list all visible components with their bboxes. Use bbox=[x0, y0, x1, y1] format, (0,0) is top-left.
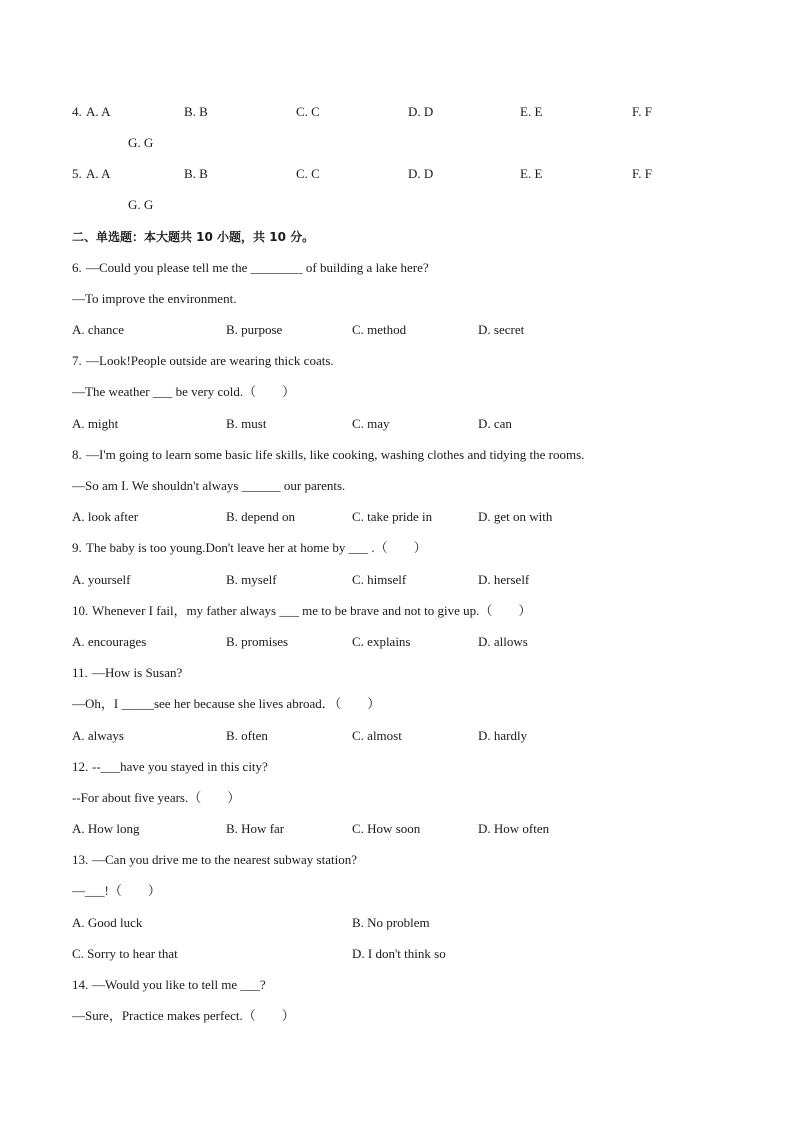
question-line: --___have you stayed in this city? bbox=[92, 759, 268, 774]
option-d: D. How often bbox=[478, 821, 550, 836]
question-line: —Can you drive me to the nearest subway station? bbox=[92, 852, 357, 867]
option-c: C. C bbox=[296, 166, 320, 181]
question-line: Whenever I fail，my father always ___ me to be brave and not to give up.（ ） bbox=[92, 603, 532, 618]
option-c: C. almost bbox=[352, 728, 402, 743]
question-line: —___!（ ） bbox=[72, 883, 161, 898]
option-d: D. D bbox=[408, 104, 434, 119]
option-d: D. I don't think so bbox=[352, 946, 446, 961]
option-f: F. F bbox=[632, 104, 652, 119]
option-b: B. promises bbox=[226, 634, 289, 649]
question-line: The baby is too young.Don't leave her at home by ___ .（ ） bbox=[86, 540, 427, 555]
option-d: D. allows bbox=[478, 634, 528, 649]
question-number: 9. bbox=[72, 540, 82, 555]
option-e: E. E bbox=[520, 166, 543, 181]
option-d: D. herself bbox=[478, 572, 530, 587]
option-a: A. look after bbox=[72, 509, 139, 524]
question-number: 13. bbox=[72, 852, 89, 867]
option-f: F. F bbox=[632, 166, 652, 181]
option-c: C. Sorry to hear that bbox=[72, 946, 178, 961]
option-c: C. may bbox=[352, 416, 390, 431]
option-g: G. G bbox=[128, 135, 154, 150]
option-c: C. method bbox=[352, 322, 407, 337]
question-line: —How is Susan? bbox=[92, 665, 183, 680]
question-line: —So am I. We shouldn't always ______ our parents. bbox=[72, 478, 346, 493]
question-line: —Could you please tell me the ________ of building a lake here? bbox=[86, 260, 429, 275]
question-line: —Oh，I _____see her because she lives abroad．（ ） bbox=[72, 696, 381, 711]
question-line: —I'm going to learn some basic life skills, like cooking, washing clothes and tidying the rooms. bbox=[86, 447, 585, 462]
question-number: 11. bbox=[72, 665, 88, 680]
option-c: C. himself bbox=[352, 572, 407, 587]
question-number: 6. bbox=[72, 260, 82, 275]
question-number: 14. bbox=[72, 977, 89, 992]
question-number: 12. bbox=[72, 759, 89, 774]
option-c: C. How soon bbox=[352, 821, 421, 836]
option-a: A. Good luck bbox=[72, 915, 143, 930]
question-line: —To improve the environment. bbox=[72, 291, 237, 306]
option-b: B. purpose bbox=[226, 322, 283, 337]
question-number: 7. bbox=[72, 353, 82, 368]
question-number: 5. bbox=[72, 166, 82, 181]
option-a: A. might bbox=[72, 416, 119, 431]
question-line: —Sure，Practice makes perfect.（ ） bbox=[72, 1008, 295, 1023]
option-a: A. always bbox=[72, 728, 124, 743]
option-a: A. A bbox=[86, 166, 111, 181]
option-b: B. B bbox=[184, 166, 208, 181]
option-d: D. hardly bbox=[478, 728, 528, 743]
option-b: B. depend on bbox=[226, 509, 295, 524]
option-c: C. C bbox=[296, 104, 320, 119]
option-g: G. G bbox=[128, 197, 154, 212]
option-a: A. A bbox=[86, 104, 111, 119]
option-c: C. take pride in bbox=[352, 509, 433, 524]
option-d: D. can bbox=[478, 416, 512, 431]
option-a: A. chance bbox=[72, 322, 124, 337]
option-e: E. E bbox=[520, 104, 543, 119]
question-line: --For about five years.（ ） bbox=[72, 790, 241, 805]
option-b: B. often bbox=[226, 728, 268, 743]
option-d: D. get on with bbox=[478, 509, 553, 524]
option-d: D. D bbox=[408, 166, 434, 181]
question-line: —Would you like to tell me ___? bbox=[92, 977, 266, 992]
question-line: —The weather ___ be very cold.（ ） bbox=[72, 384, 296, 399]
option-c: C. explains bbox=[352, 634, 411, 649]
option-b: B. How far bbox=[226, 821, 285, 836]
option-b: B. No problem bbox=[352, 915, 430, 930]
question-line: —Look!People outside are wearing thick coats. bbox=[86, 353, 334, 368]
question-number: 4. bbox=[72, 104, 82, 119]
option-a: A. encourages bbox=[72, 634, 147, 649]
option-b: B. B bbox=[184, 104, 208, 119]
option-b: B. must bbox=[226, 416, 267, 431]
option-a: A. How long bbox=[72, 821, 140, 836]
section-heading: 二、单选题：本大题共 10 小题，共 10 分。 bbox=[72, 230, 315, 244]
question-number: 10. bbox=[72, 603, 89, 618]
option-d: D. secret bbox=[478, 322, 525, 337]
option-b: B. myself bbox=[226, 572, 277, 587]
option-a: A. yourself bbox=[72, 572, 131, 587]
question-number: 8. bbox=[72, 447, 82, 462]
